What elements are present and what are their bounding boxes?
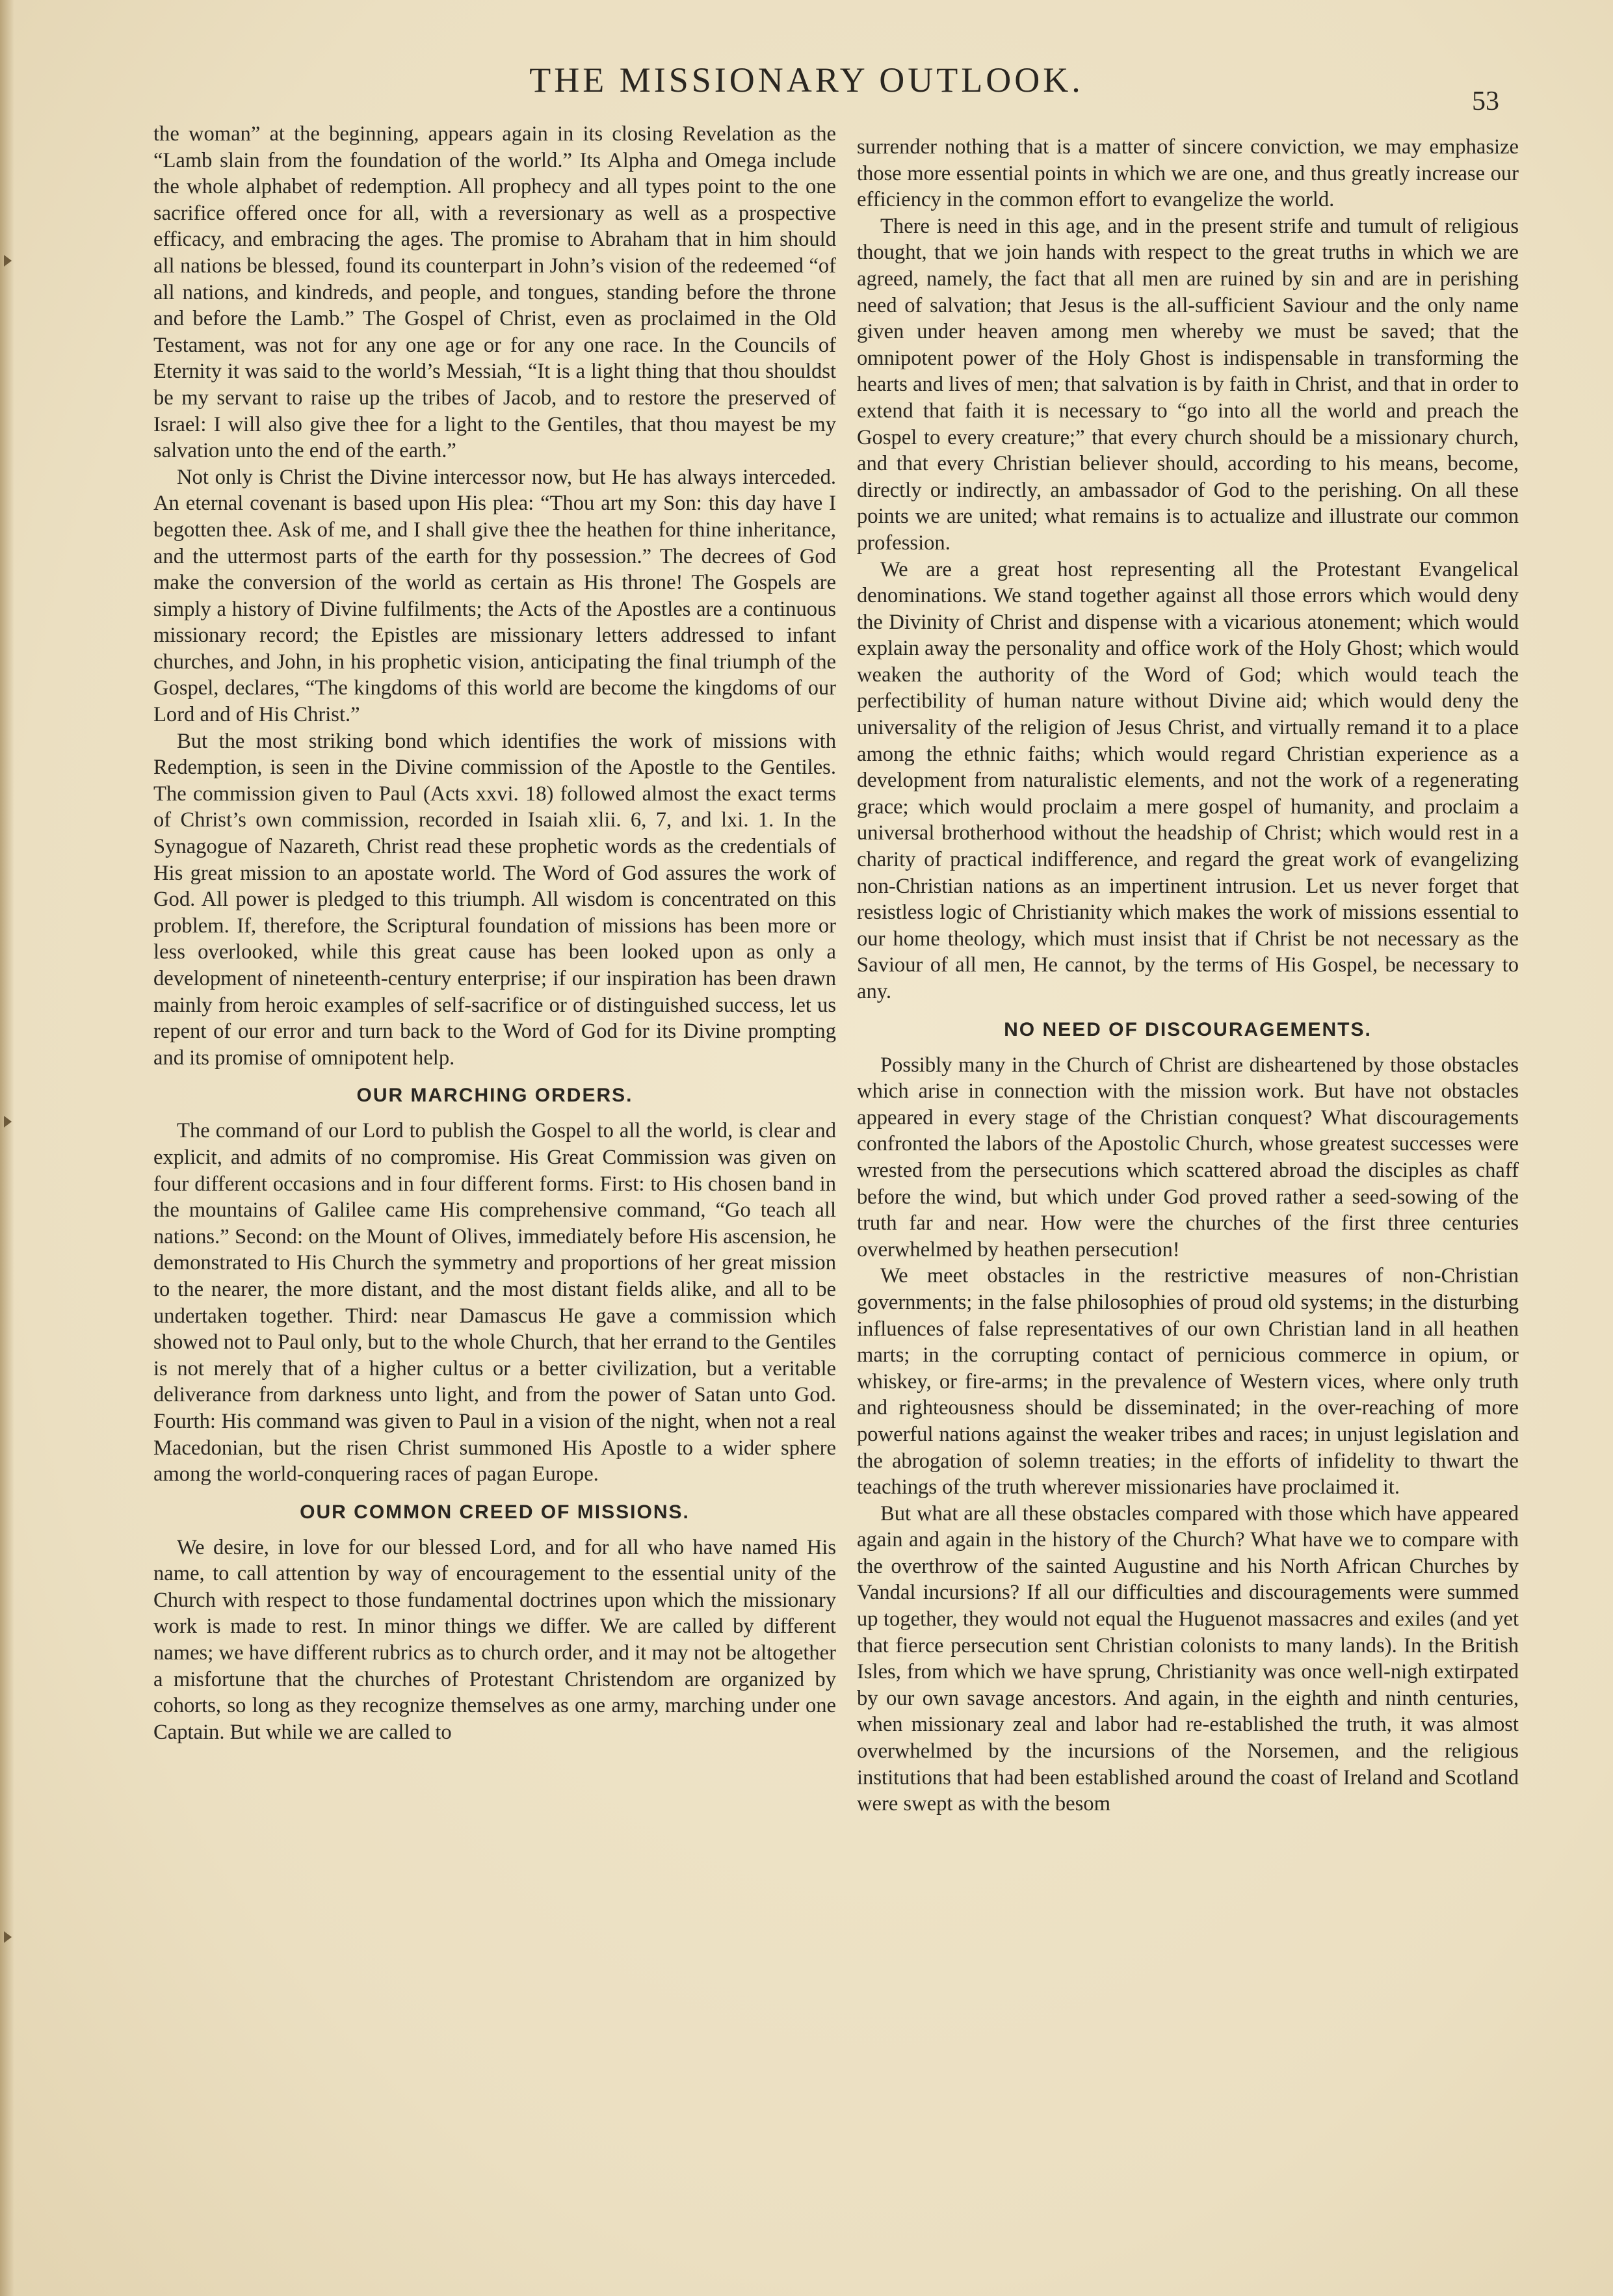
body-paragraph: There is need in this age, and in the present strife and tumult of religious thought, that we join hands with respect to the great truths in which we are agreed, namely, the fact that all men are ruined by sin and are in perishing need of salvation; that Jesus is the all-sufficient Saviour and the only name given under heaven among men whereby we must be saved; that the omnipotent power of the Holy Ghost is indispensable in transforming the hearts and lives of men; that salvation is by faith in Christ, and that in order to extend that faith it is necessary to “go into all the world and preach the Gospel to every creature;” that every church should be a missionary church, and that every Christian believer should, according to his means, become, directly or indirectly, an ambassador of God to the perishing. On all these points we are united; what remains is to actualize and illustrate our common profession.	[857, 214, 1519, 555]
body-paragraph: We desire, in love for our blessed Lord, and for all who have named His name, to call attention by way of encouragement to the essential unity of the Church with respect to those fundamental doctrines upon which the missionary work is made to rest. In minor things we differ. We are called by different names; we have different rubrics as to church order, and it may not be altogether a misfortune that the churches of Protestant Christendom are organized by cohorts, so long as they recognize themselves as one army, marching under one Captain. But while we are called to	[153, 1535, 836, 1744]
margin-pointer-mark	[4, 255, 12, 267]
section-heading: OUR MARCHING ORDERS.	[356, 1085, 633, 1107]
margin-pointer-mark	[4, 1931, 12, 1943]
body-paragraph: the woman” at the beginning, appears again in its closing Revelation as the “Lamb slain from the foundation of the world.” Its Alpha and Omega include the whole alphabet of redemption. All prophecy and all types point to the one sacrifice offered once for all, with a reversionary as well as a prospective efficacy, and embracing the ages. The promise to Abraham that in him should all nations be blessed, found its counterpart in John’s vision of the redeemed “of all nations, and kindreds, and people, and tongues, standing before the throne and before the Lamb.” The Gospel of Christ, even as proclaimed in the Old Testament, was not for any one age or for any one race. In the Councils of Eternity it was said to the world’s Messiah, “It is a light thing that thou shouldst be my servant to raise up the tribes of Jacob, and to restore the preserved of Israel: I will also give thee for a light to the Gentiles, that thou mayest be my salvation unto the end of the earth.”	[153, 122, 836, 463]
section-heading: OUR COMMON CREED OF MISSIONS.	[300, 1501, 690, 1523]
body-paragraph: Possibly many in the Church of Christ are disheartened by those obstacles which arise in connection with the mission work. But have not obstacles appeared in every stage of the Christian conquest? What discouragements confronted the labors of the Apostolic Church, whose greatest successes were wrested from the persecutions which scattered abroad the disciples as chaff before the wind, but which under God proved rather a seed-sowing of the truth far and near. How were the churches of the first three centuries overwhelmed by heathen persecution!	[857, 1053, 1519, 1261]
page-number: 53	[1472, 86, 1499, 116]
body-paragraph: We are a great host representing all the Protestant Evangelical denominations. We stand together against all those errors which would deny the Divinity of Christ and dispense with a vicarious atonement; which would explain away the personality and office work of the Holy Ghost; which would weaken the authority of the Word of God; which would teach the perfectibility of human nature without Divine aid; which would deny the universality of the religion of Jesus Christ, and virtually remand it to a place among the ethnic faiths; which would regard Christian experience as a development from naturalistic elements, and not the work of a regenerating grace; which would proclaim a mere gospel of humanity, and proclaim a universal brotherhood without the headship of Christ; which would rest in a charity of practical indifference, and regard the great work of evangelizing non-Christian nations as an impertinent intrusion. Let us never forget that resistless logic of Christianity which makes the work of missions essential to our home theology, which must insist that if Christ be not necessary as the Saviour of all men, He cannot, by the terms of His Gospel, be necessary to any.	[857, 557, 1519, 1003]
running-title: THE MISSIONARY OUTLOOK.	[529, 60, 1084, 99]
binding-edge	[0, 0, 14, 2296]
body-paragraph: But the most striking bond which identifies the work of missions with Redemption, is seen in the Divine commission of the Apostle to the Gentiles. The commission given to Paul (Acts xxvi. 18) followed almost the exact terms of Christ’s own commission, recorded in Isaiah xlii. 6, 7, and lxi. 1. In the Synagogue of Nazareth, Christ read these prophetic words as the credentials of His great mission to an apostate world. The Word of God assures the work of God. All power is pledged to this triumph. All wisdom is concentrated on this problem. If, therefore, the Scriptural foundation of missions has been more or less overlooked, while this great cause has been looked upon as only a development of nineteenth-century enterprise; if our inspiration has been drawn mainly from heroic examples of self-sacrifice or of distinguished success, let us repent of our error and turn back to the Word of God for its Divine prompting and its promise of omnipotent help.	[153, 729, 836, 1070]
body-paragraph: surrender nothing that is a matter of sincere conviction, we may emphasize those more essential points in which we are one, and thus greatly increase our efficiency in the common effort to evangelize the world.	[857, 135, 1519, 212]
body-paragraph: Not only is Christ the Divine intercessor now, but He has always interceded. An eternal covenant is based upon His plea: “Thou art my Son: this day have I begotten thee. Ask of me, and I shall give thee the heathen for thine inheritance, and the uttermost parts of the earth for thy possession.” The decrees of God make the conversion of the world as certain as His throne! The Gospels are simply a history of Divine fulfilments; the Acts of the Apostles are a continuous missionary record; the Epistles are missionary letters addressed to infant churches, and John, in his prophetic vision, anticipating the final triumph of the Gospel, declares, “The kingdoms of this world are become the kingdoms of our Lord and of His Christ.”	[153, 465, 836, 727]
body-paragraph: We meet obstacles in the restrictive measures of non-Christian governments; in the false philosophies of proud old systems; in the disturbing influences of false representatives of our own Christian land in all heathen marts; in the corrupting contact of pernicious commerce in opium, or whiskey, or fire-arms; in the prevalence of Western vices, where only truth and righteousness should be disseminated; in the over-reaching of more powerful nations against the weaker tribes and races; in unjust legislation and the abrogation of solemn treaties; in the efforts of infidelity to thwart the teachings of the truth wherever missionaries have proclaimed it.	[857, 1264, 1519, 1499]
body-paragraph: The command of our Lord to publish the Gospel to all the world, is clear and explicit, and admits of no compromise. His Great Commission was given on four different occasions and in four different forms. First: to His chosen band in the mountains of Galilee came His comprehensive command, “Go teach all nations.” Second: on the Mount of Olives, immediately before His ascension, he demonstrated to His Church the symmetry and proportions of her great mission to the nearer, the more distant, and the most distant fields alike, and all to be undertaken together. Third: near Damascus He gave a commission which showed not to Paul only, but to the whole Church, that her errand to the Gentiles is not merely that of a higher cultus or a better civilization, but a veritable deliverance from darkness unto light, and from the power of Satan unto God. Fourth: His command was given to Paul in a vision of the night, when not a real Macedonian, but the risen Christ summoned His Apostle to a wider sphere among the world-conquering races of pagan Europe.	[153, 1119, 836, 1486]
margin-pointer-mark	[4, 1116, 12, 1128]
section-heading: NO NEED OF DISCOURAGEMENTS.	[1004, 1018, 1372, 1040]
right-text-column	[857, 134, 1519, 1817]
left-text-column	[153, 121, 836, 1745]
body-paragraph: But what are all these obstacles compared with those which have appeared again and again in the history of the Church? What have we to compare with the overthrow of the sainted Augustine and his North African Churches by Vandal incursions? If all our difficulties and discouragements were summed up together, they would not equal the Huguenot massacres and exiles (and yet that fierce persecution sent Christian colonists to many lands). In the British Isles, from which we have sprung, Christianity was once well-nigh extirpated by our own savage ancestors. And again, in the eighth and ninth centuries, when missionary zeal and labor had re-established the truth, it was almost overwhelmed by the incursions of the Norsemen, and the religious institutions that had been established around the coast of Ireland and Scotland were swept as with the besom	[857, 1501, 1519, 1816]
